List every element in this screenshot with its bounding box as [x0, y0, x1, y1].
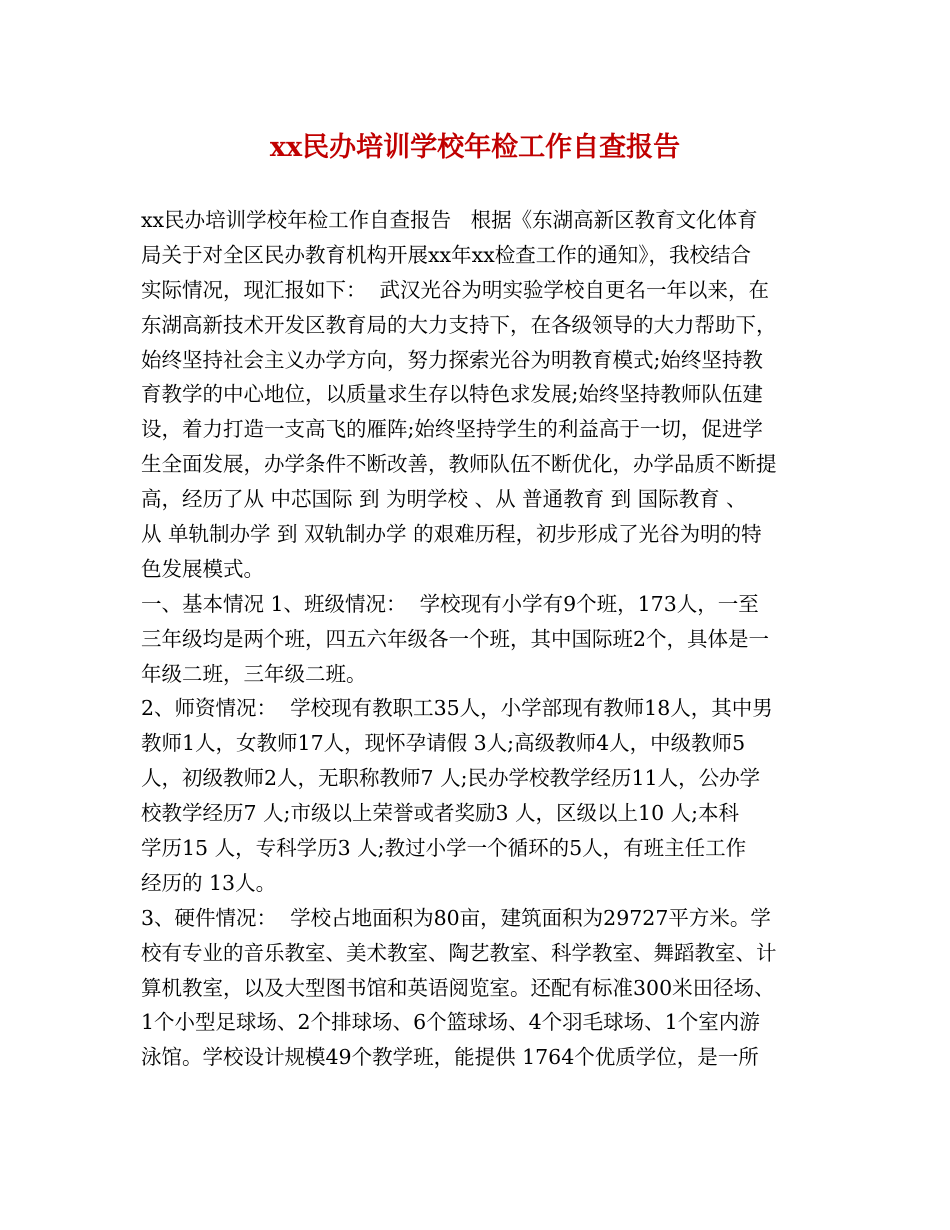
body-line: 高，经历了从 中芯国际 到 为明学校 、从 普通教育 到 国际教育 、 [141, 487, 747, 512]
body-line: 生全面发展，办学条件不断改善，教师队伍不断优化，办学品质不断提 [141, 452, 777, 477]
body-line: xx民办培训学校年检工作自查报告 根据《东湖高新区教育文化体育 [141, 208, 758, 232]
body-line: 教师1人，女教师17人，现怀孕请假 3人;高级教师4人，中级教师5 [141, 731, 746, 756]
body-line: 3、硬件情况： 学校占地面积为80亩，建筑面积为29727平方米。学 [141, 905, 771, 930]
body-line: 一、基本情况 1、班级情况： 学校现有小学有9个班，173人，一至 [141, 591, 759, 616]
body-line: 人，初级教师2人，无职称教师7 人;民办学校教学经历11人，公办学 [141, 766, 761, 791]
body-line: 育教学的中心地位，以质量求生存以特色求发展;始终坚持教师队伍建 [141, 382, 763, 407]
body-line: 始终坚持社会主义办学方向，努力探索光谷为明教育模式;始终坚持教 [141, 347, 763, 372]
body-line: 1个小型足球场、2个排球场、6个篮球场、4个羽毛球场、1个室内游 [141, 1010, 760, 1035]
body-line: 设，着力打造一支高飞的雁阵;始终坚持学生的利益高于一切，促进学 [141, 417, 763, 442]
body-line: 校有专业的音乐教室、美术教室、陶艺教室、科学教室、舞蹈教室、计 [141, 940, 777, 965]
body-line: 实际情况，现汇报如下： 武汉光谷为明实验学校自更名一年以来，在 [141, 277, 770, 302]
body-line: 算机教室，以及大型图书馆和英语阅览室。还配有标准300米田径场、 [141, 975, 775, 1000]
document-body [141, 203, 831, 1075]
body-line: 三年级均是两个班，四五六年级各一个班，其中国际班2个，具体是一 [141, 626, 770, 651]
body-line: 局关于对全区民办教育机构开展xx年xx检查工作的通知》，我校结合 [141, 242, 751, 267]
body-line: 东湖高新技术开发区教育局的大力支持下，在各级领导的大力帮助下， [141, 312, 777, 337]
body-line: 泳馆。学校设计规模49个教学班，能提供 1764个优质学位，是一所 [141, 1045, 759, 1070]
body-line: 经历的 13人。 [141, 870, 277, 895]
body-line: 色发展模式。 [141, 556, 264, 581]
body-line: 从 单轨制办学 到 双轨制办学 的艰难历程，初步形成了光谷为明的特 [141, 522, 762, 547]
body-line: 学历15 人，专科学历3 人;教过小学一个循环的5人，有班主任工作 [141, 836, 747, 861]
body-line: 年级二班，三年级二班。 [141, 661, 367, 686]
body-line: 2、师资情况： 学校现有教职工35人，小学部现有教师18人，其中男 [141, 696, 773, 721]
body-line: 校教学经历7 人;市级以上荣誉或者奖励3 人，区级以上10 人;本科 [141, 801, 740, 826]
document-title: xx民办培训学校年检工作自查报告 [269, 132, 681, 163]
